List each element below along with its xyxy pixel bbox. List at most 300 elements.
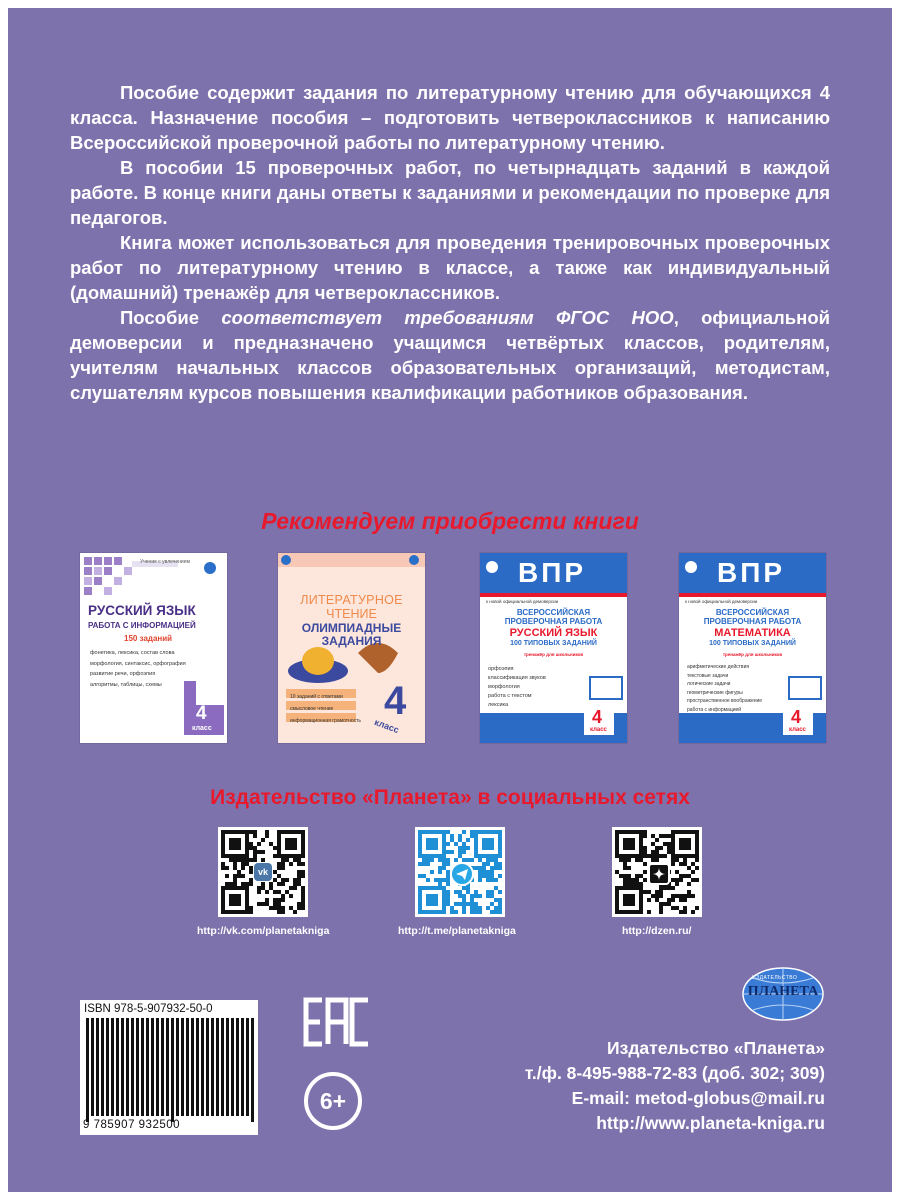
qr-module xyxy=(297,878,301,882)
qr-module xyxy=(277,862,281,866)
qr-module xyxy=(261,886,265,890)
book-title: ЛИТЕРАТУРНОЕ xyxy=(300,593,403,607)
qr-module xyxy=(627,858,631,862)
qr-module xyxy=(474,906,478,910)
qr-module xyxy=(643,862,647,866)
qr-module xyxy=(687,882,691,886)
qr-module xyxy=(249,882,253,886)
qr-module xyxy=(643,834,647,838)
qr-module xyxy=(434,878,438,882)
qr-module xyxy=(470,906,474,910)
qr-module xyxy=(631,882,635,886)
line1: ВСЕРОССИЙСКАЯ xyxy=(715,608,790,617)
paragraph-4-start: Пособие xyxy=(120,307,222,328)
subject: РУССКИЙ ЯЗЫК xyxy=(509,627,598,639)
qr-module xyxy=(418,874,422,878)
telegram-icon xyxy=(450,862,474,886)
qr-finder-center xyxy=(623,894,635,906)
qr-module xyxy=(679,878,683,882)
dzen-icon xyxy=(648,863,670,885)
topic-item: развитие речи, орфоэпия xyxy=(90,671,156,677)
qr-module xyxy=(249,878,253,882)
barcode-bar xyxy=(181,1018,184,1116)
qr-module xyxy=(675,878,679,882)
qr-module xyxy=(647,910,651,914)
qr-module xyxy=(462,846,466,850)
vk-icon: vk xyxy=(254,863,272,881)
qr-module xyxy=(269,882,273,886)
qr-module xyxy=(426,862,430,866)
barcode-bar xyxy=(206,1018,209,1116)
qr-module xyxy=(643,890,647,894)
qr-finder-center xyxy=(285,838,297,850)
qr-module xyxy=(478,858,482,862)
qr-module xyxy=(486,878,490,882)
qr-module xyxy=(627,878,631,882)
qr-module xyxy=(643,870,647,874)
topic-item: морфология xyxy=(488,684,520,690)
qr-module xyxy=(265,902,269,906)
qr-module xyxy=(249,906,253,910)
qr-module xyxy=(454,890,458,894)
qr-module xyxy=(462,898,466,902)
book-subtitle-2: ЗАДАНИЯ xyxy=(321,634,382,648)
qr-module xyxy=(245,882,249,886)
qr-module xyxy=(289,886,293,890)
qr-module xyxy=(659,910,663,914)
qr-module xyxy=(675,870,679,874)
qr-finder-center xyxy=(229,894,241,906)
qr-module xyxy=(446,894,450,898)
description-paragraph-4 xyxy=(70,305,830,405)
barcode-bar xyxy=(141,1018,144,1116)
qr-module xyxy=(277,902,281,906)
qr-code-telegram[interactable] xyxy=(415,827,505,917)
qr-module xyxy=(265,830,269,834)
qr-module xyxy=(683,874,687,878)
qr-module xyxy=(237,874,241,878)
qr-module xyxy=(273,870,277,874)
barcode-bar xyxy=(111,1018,114,1116)
qr-module xyxy=(659,854,663,858)
email[interactable]: E-mail: metod-globus@mail.ru xyxy=(571,1088,825,1108)
qr-module xyxy=(474,902,478,906)
qr-module xyxy=(486,890,490,894)
qr-module xyxy=(490,878,494,882)
qr-module xyxy=(462,842,466,846)
qr-module xyxy=(498,898,502,902)
barcode-bar xyxy=(236,1018,239,1116)
qr-module xyxy=(470,834,474,838)
qr-module xyxy=(687,874,691,878)
qr-module xyxy=(442,858,446,862)
qr-module xyxy=(683,898,687,902)
qr-module xyxy=(273,906,277,910)
qr-module xyxy=(245,858,249,862)
qr-module xyxy=(647,898,651,902)
qr-module xyxy=(675,882,679,886)
qr-module xyxy=(249,858,253,862)
line2: ПРОВЕРОЧНАЯ РАБОТА xyxy=(504,617,603,626)
qr-module xyxy=(490,890,494,894)
qr-module xyxy=(430,858,434,862)
series-tag: Учение с увлечением xyxy=(140,559,190,565)
qr-module xyxy=(655,894,659,898)
qr-module xyxy=(631,878,635,882)
qr-module xyxy=(454,842,458,846)
qr-module xyxy=(297,902,301,906)
topic-item: пространственное воображение xyxy=(687,698,763,704)
qr-module xyxy=(249,870,253,874)
qr-module xyxy=(462,906,466,910)
qr-module xyxy=(285,890,289,894)
qr-module xyxy=(687,894,691,898)
barcode-bar xyxy=(241,1018,244,1116)
qr-module xyxy=(695,866,699,870)
qr-module xyxy=(655,858,659,862)
qr-module xyxy=(675,906,679,910)
qr-module xyxy=(683,858,687,862)
item: информационная грамотность xyxy=(290,718,362,724)
qr-module xyxy=(687,866,691,870)
qr-module xyxy=(233,878,237,882)
qr-module xyxy=(498,910,502,914)
qr-module xyxy=(619,874,623,878)
qr-module xyxy=(293,886,297,890)
qr-module xyxy=(494,878,498,882)
qr-module xyxy=(683,906,687,910)
qr-module xyxy=(458,890,462,894)
qr-module xyxy=(691,870,695,874)
qr-module xyxy=(667,898,671,902)
qr-module xyxy=(683,862,687,866)
eac-mark xyxy=(302,996,372,1048)
qr-module xyxy=(257,902,261,906)
social-heading: Издательство «Планета» в социальных сетях xyxy=(210,786,690,809)
qr-module xyxy=(249,846,253,850)
barcode-bar xyxy=(231,1018,234,1116)
qr-module xyxy=(229,858,233,862)
qr-module xyxy=(293,882,297,886)
topic-item: работа с информацией xyxy=(687,706,742,713)
qr-module xyxy=(643,878,647,882)
qr-module xyxy=(261,858,265,862)
qr-module xyxy=(277,898,281,902)
qr-module xyxy=(297,858,301,862)
qr-module xyxy=(430,870,434,874)
qr-module xyxy=(458,902,462,906)
book-cover-vpr-math[interactable] xyxy=(679,553,826,743)
qr-module xyxy=(257,842,261,846)
qr-module xyxy=(277,866,281,870)
qr-module xyxy=(651,842,655,846)
qr-module xyxy=(691,878,695,882)
topic-item: алгоритмы, таблицы, схемы xyxy=(90,681,162,688)
qr-module xyxy=(663,842,667,846)
qr-module xyxy=(482,870,486,874)
qr-module xyxy=(297,906,301,910)
qr-module xyxy=(627,874,631,878)
website[interactable]: http://www.planeta-kniga.ru xyxy=(596,1113,825,1133)
barcode-bar xyxy=(101,1018,104,1116)
book-cover-vpr-russian[interactable] xyxy=(480,553,627,743)
grade-word: класс xyxy=(590,727,607,733)
qr-module xyxy=(659,846,663,850)
qr-module xyxy=(498,862,502,866)
qr-module xyxy=(281,894,285,898)
item: 10 заданий с ответами xyxy=(290,694,343,700)
barcode-bar xyxy=(186,1018,189,1116)
qr-module xyxy=(695,878,699,882)
qr-module xyxy=(470,902,474,906)
qr-module xyxy=(667,834,671,838)
barcode-bar xyxy=(196,1018,199,1116)
qr-module xyxy=(438,858,442,862)
qr-module xyxy=(233,874,237,878)
barcode-bar xyxy=(86,1018,89,1122)
qr-module xyxy=(442,878,446,882)
qr-module xyxy=(241,874,245,878)
book-cover-literary-reading[interactable] xyxy=(278,553,425,743)
demo-tag: к новой официальной демоверсии xyxy=(685,599,758,604)
qr-module xyxy=(691,894,695,898)
qr-module xyxy=(281,858,285,862)
qr-finder-center xyxy=(229,838,241,850)
qr-module xyxy=(446,862,450,866)
qr-module xyxy=(679,862,683,866)
barcode-bar xyxy=(146,1018,149,1116)
qr-module xyxy=(301,874,305,878)
vpr-badge: ВПР xyxy=(717,557,786,588)
qr-module xyxy=(462,850,466,854)
qr-module xyxy=(675,858,679,862)
qr-module xyxy=(257,886,261,890)
qr-module xyxy=(474,890,478,894)
qr-module xyxy=(261,902,265,906)
qr-module xyxy=(446,890,450,894)
qr-module xyxy=(281,866,285,870)
grade-number: 4 xyxy=(592,707,603,727)
qr-code-dzen[interactable] xyxy=(612,827,702,917)
qr-module xyxy=(438,870,442,874)
qr-module xyxy=(273,890,277,894)
qr-finder-center xyxy=(623,838,635,850)
barcode-bar xyxy=(136,1018,139,1116)
qr-module xyxy=(446,858,450,862)
dzen-link[interactable]: http://dzen.ru/ xyxy=(622,925,692,937)
qr-module xyxy=(651,850,655,854)
qr-module xyxy=(253,850,257,854)
barcode-bars xyxy=(80,1000,258,1135)
qr-module xyxy=(478,866,482,870)
qr-module xyxy=(651,894,655,898)
phone: т./ф. 8-495-988-72-83 (доб. 302; 309) xyxy=(524,1063,825,1083)
topic-item: классификация звуков xyxy=(488,675,546,681)
qr-module xyxy=(273,854,277,858)
publisher-logo xyxy=(738,966,828,1021)
barcode-bar xyxy=(161,1018,164,1116)
qr-module xyxy=(426,878,430,882)
qr-module xyxy=(474,866,478,870)
qr-module xyxy=(301,890,305,894)
grade-word: класс xyxy=(789,727,806,733)
qr-module xyxy=(474,910,478,914)
qr-module xyxy=(277,882,281,886)
qr-module xyxy=(639,874,643,878)
qr-module xyxy=(486,906,490,910)
qr-module xyxy=(655,890,659,894)
fgos-compliance: соответствует требованиям ФГОС НОО xyxy=(221,307,674,328)
qr-module xyxy=(655,854,659,858)
line1: ВСЕРОССИЙСКАЯ xyxy=(516,608,591,617)
qr-module xyxy=(671,894,675,898)
topic-item: геометрические фигуры xyxy=(687,689,743,696)
qr-module xyxy=(273,846,277,850)
qr-module xyxy=(478,874,482,878)
qr-module xyxy=(249,866,253,870)
qr-module xyxy=(667,886,671,890)
qr-module xyxy=(498,906,502,910)
qr-module xyxy=(494,886,498,890)
qr-module xyxy=(478,906,482,910)
topic-item: арифметические действия xyxy=(687,664,750,670)
telegram-link[interactable]: http://t.me/planetakniga xyxy=(398,925,516,937)
book-cover-russian-language[interactable] xyxy=(80,553,227,743)
qr-module xyxy=(498,902,502,906)
qr-module xyxy=(458,850,462,854)
qr-module xyxy=(655,846,659,850)
qr-module xyxy=(679,894,683,898)
qr-module xyxy=(671,906,675,910)
qr-module xyxy=(635,858,639,862)
qr-module xyxy=(281,878,285,882)
qr-module xyxy=(663,902,667,906)
qr-module xyxy=(454,902,458,906)
book-subtitle: РАБОТА С ИНФОРМАЦИЕЙ xyxy=(88,621,196,630)
qr-module xyxy=(261,838,265,842)
qr-module xyxy=(422,874,426,878)
task-count: 150 заданий xyxy=(124,634,173,643)
qr-module xyxy=(233,862,237,866)
qr-module xyxy=(438,866,442,870)
barcode-digits: 9 785907 932500 xyxy=(83,1119,181,1131)
qr-module xyxy=(490,894,494,898)
qr-module xyxy=(446,902,450,906)
barcode-bar xyxy=(91,1018,94,1116)
qr-module xyxy=(289,894,293,898)
description-text xyxy=(70,80,830,405)
qr-module xyxy=(651,858,655,862)
qr-module xyxy=(659,894,663,898)
qr-module xyxy=(265,834,269,838)
qr-module xyxy=(695,906,699,910)
qr-module xyxy=(470,830,474,834)
qr-module xyxy=(245,862,249,866)
qr-module xyxy=(458,838,462,842)
barcode-bar xyxy=(216,1018,219,1116)
qr-module xyxy=(249,830,253,834)
qr-module xyxy=(635,874,639,878)
subject: МАТЕМАТИКА xyxy=(714,627,791,639)
grade-word: класс xyxy=(192,725,212,732)
qr-module xyxy=(671,886,675,890)
qr-module xyxy=(643,830,647,834)
qr-module xyxy=(627,882,631,886)
qr-module xyxy=(466,858,470,862)
qr-module xyxy=(683,894,687,898)
qr-module xyxy=(466,890,470,894)
qr-module xyxy=(691,862,695,866)
qr-module xyxy=(498,874,502,878)
publisher-contacts xyxy=(525,1036,825,1136)
qr-module xyxy=(253,858,257,862)
vk-link[interactable]: http://vk.com/planetakniga xyxy=(197,925,330,937)
barcode-bar xyxy=(156,1018,159,1116)
barcode-bar xyxy=(131,1018,134,1116)
qr-module xyxy=(498,890,502,894)
qr-module xyxy=(671,878,675,882)
qr-module xyxy=(486,858,490,862)
qr-module xyxy=(683,910,687,914)
qr-module xyxy=(446,830,450,834)
qr-module xyxy=(446,842,450,846)
qr-module xyxy=(643,850,647,854)
qr-module xyxy=(478,894,482,898)
qr-module xyxy=(297,862,301,866)
paragraph-4-end: , официальной демоверсии и предназначено учащимся четвёртых классов, родителям, учителям начальных классов образовательных организаций, методистам, слушателям курсов повышения квалификации работников образования. xyxy=(70,307,830,403)
qr-module xyxy=(619,858,623,862)
qr-module xyxy=(249,910,253,914)
barcode-bar xyxy=(171,1018,174,1122)
barcode-bar xyxy=(116,1018,119,1116)
topic-item: текстовые задачи xyxy=(687,672,729,679)
barcode-bar xyxy=(176,1018,179,1116)
qr-module xyxy=(458,894,462,898)
qr-module xyxy=(478,878,482,882)
qr-module xyxy=(281,910,285,914)
qr-module xyxy=(285,858,289,862)
publisher-name: Издательство «Планета» xyxy=(607,1038,825,1058)
topic-item: логические задачи xyxy=(687,681,731,687)
qr-module xyxy=(478,870,482,874)
qr-module xyxy=(490,866,494,870)
qr-module xyxy=(623,882,627,886)
qr-module xyxy=(438,882,442,886)
qr-module xyxy=(233,866,237,870)
qr-module xyxy=(623,866,627,870)
qr-module xyxy=(470,910,474,914)
qr-module xyxy=(494,862,498,866)
qr-finder-center xyxy=(426,838,438,850)
item: смысловое чтение xyxy=(290,706,334,712)
qr-module xyxy=(647,854,651,858)
isbn-barcode xyxy=(80,1000,258,1135)
qr-code-vk[interactable] xyxy=(218,827,308,917)
qr-module xyxy=(253,830,257,834)
book-subtitle: ОЛИМПИАДНЫЕ xyxy=(301,621,402,635)
qr-module xyxy=(285,878,289,882)
qr-module xyxy=(301,870,305,874)
qr-module xyxy=(269,906,273,910)
barcode-bar xyxy=(251,1018,254,1122)
grade-number: 4 xyxy=(791,707,802,727)
qr-module xyxy=(663,834,667,838)
qr-module xyxy=(277,910,281,914)
qr-module xyxy=(615,870,619,874)
vpr-badge: ВПР xyxy=(518,557,587,588)
qr-module xyxy=(281,898,285,902)
qr-module xyxy=(442,866,446,870)
